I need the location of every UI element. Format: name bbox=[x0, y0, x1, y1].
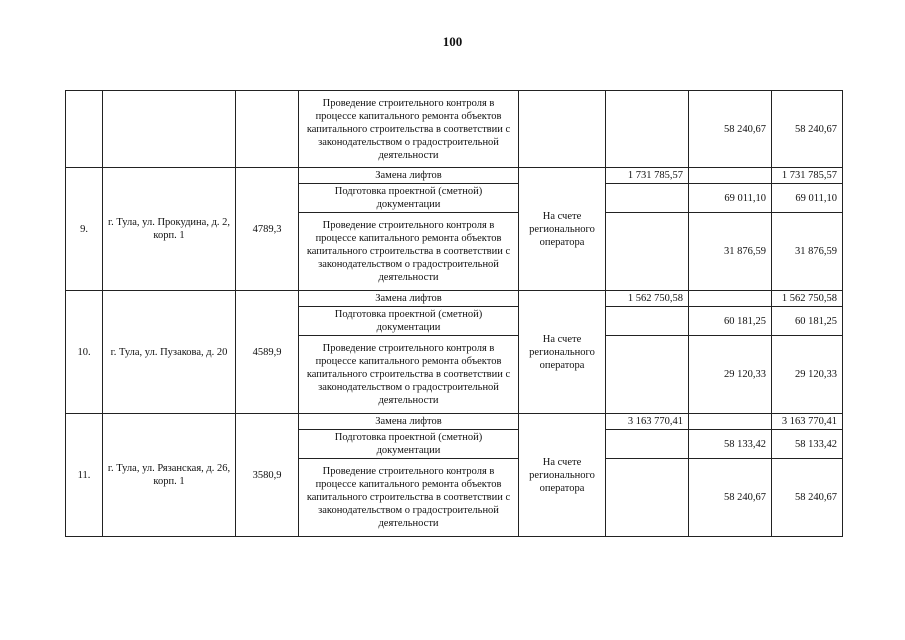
table-row bbox=[66, 91, 843, 168]
cell-col2: 69 011,10 bbox=[689, 184, 772, 213]
cell-address: г. Тула, ул. Прокудина, д. 2, корп. 1 bbox=[103, 168, 236, 291]
cell-area: 4589,9 bbox=[236, 291, 299, 414]
cell-total: 58 133,42 bbox=[772, 430, 843, 459]
cell-work: Замена лифтов bbox=[299, 168, 519, 184]
cell-col1 bbox=[606, 213, 689, 291]
cell-col1 bbox=[606, 91, 689, 168]
cell-address: г. Тула, ул. Пузакова, д. 20 bbox=[103, 291, 236, 414]
cell-total: 58 240,67 bbox=[772, 91, 843, 168]
cell-work: Замена лифтов bbox=[299, 414, 519, 430]
repair-plan-table bbox=[65, 90, 843, 537]
cell-account bbox=[519, 91, 606, 168]
cell-col1: 1 731 785,57 bbox=[606, 168, 689, 184]
cell-address bbox=[103, 91, 236, 168]
cell-col2: 60 181,25 bbox=[689, 307, 772, 336]
cell-work: Проведение строительного контроля в процессе капитального ремонта объектов капитального строительства в соответствии с законодательством о градостроительной деятельности bbox=[299, 213, 519, 291]
cell-area bbox=[236, 91, 299, 168]
cell-col1: 3 163 770,41 bbox=[606, 414, 689, 430]
cell-account: На счете регионального оператора bbox=[519, 414, 606, 537]
table-row bbox=[66, 291, 843, 307]
cell-col2: 58 240,67 bbox=[689, 91, 772, 168]
cell-account: На счете регионального оператора bbox=[519, 291, 606, 414]
cell-work: Проведение строительного контроля в процессе капитального ремонта объектов капитального строительства в соответствии с законодательством о градостроительной деятельности bbox=[299, 336, 519, 414]
cell-work: Замена лифтов bbox=[299, 291, 519, 307]
cell-total: 31 876,59 bbox=[772, 213, 843, 291]
cell-col2 bbox=[689, 414, 772, 430]
cell-col1 bbox=[606, 459, 689, 537]
cell-area: 3580,9 bbox=[236, 414, 299, 537]
cell-col1 bbox=[606, 184, 689, 213]
cell-address: г. Тула, ул. Рязанская, д. 26, корп. 1 bbox=[103, 414, 236, 537]
cell-no: 9. bbox=[66, 168, 103, 291]
cell-total: 58 240,67 bbox=[772, 459, 843, 537]
cell-total: 1 562 750,58 bbox=[772, 291, 843, 307]
cell-col1 bbox=[606, 336, 689, 414]
page-number: 100 bbox=[442, 34, 463, 49]
cell-col2 bbox=[689, 168, 772, 184]
cell-col2 bbox=[689, 291, 772, 307]
table-row bbox=[66, 168, 843, 184]
cell-no bbox=[66, 91, 103, 168]
cell-total: 69 011,10 bbox=[772, 184, 843, 213]
cell-col2: 31 876,59 bbox=[689, 213, 772, 291]
cell-col2: 58 133,42 bbox=[689, 430, 772, 459]
cell-work: Подготовка проектной (сметной) документации bbox=[299, 184, 519, 213]
cell-total: 60 181,25 bbox=[772, 307, 843, 336]
cell-total: 1 731 785,57 bbox=[772, 168, 843, 184]
cell-col1 bbox=[606, 430, 689, 459]
cell-total: 29 120,33 bbox=[772, 336, 843, 414]
cell-work: Подготовка проектной (сметной) документации bbox=[299, 430, 519, 459]
cell-area: 4789,3 bbox=[236, 168, 299, 291]
cell-no: 11. bbox=[66, 414, 103, 537]
cell-work: Проведение строительного контроля в процессе капитального ремонта объектов капитального строительства в соответствии с законодательством о градостроительной деятельности bbox=[299, 91, 519, 168]
cell-total: 3 163 770,41 bbox=[772, 414, 843, 430]
cell-no: 10. bbox=[66, 291, 103, 414]
cell-work: Проведение строительного контроля в процессе капитального ремонта объектов капитального строительства в соответствии с законодательством о градостроительной деятельности bbox=[299, 459, 519, 537]
cell-col1: 1 562 750,58 bbox=[606, 291, 689, 307]
cell-col1 bbox=[606, 307, 689, 336]
cell-work: Подготовка проектной (сметной) документации bbox=[299, 307, 519, 336]
cell-col2: 29 120,33 bbox=[689, 336, 772, 414]
table-row bbox=[66, 414, 843, 430]
cell-account: На счете регионального оператора bbox=[519, 168, 606, 291]
cell-col2: 58 240,67 bbox=[689, 459, 772, 537]
